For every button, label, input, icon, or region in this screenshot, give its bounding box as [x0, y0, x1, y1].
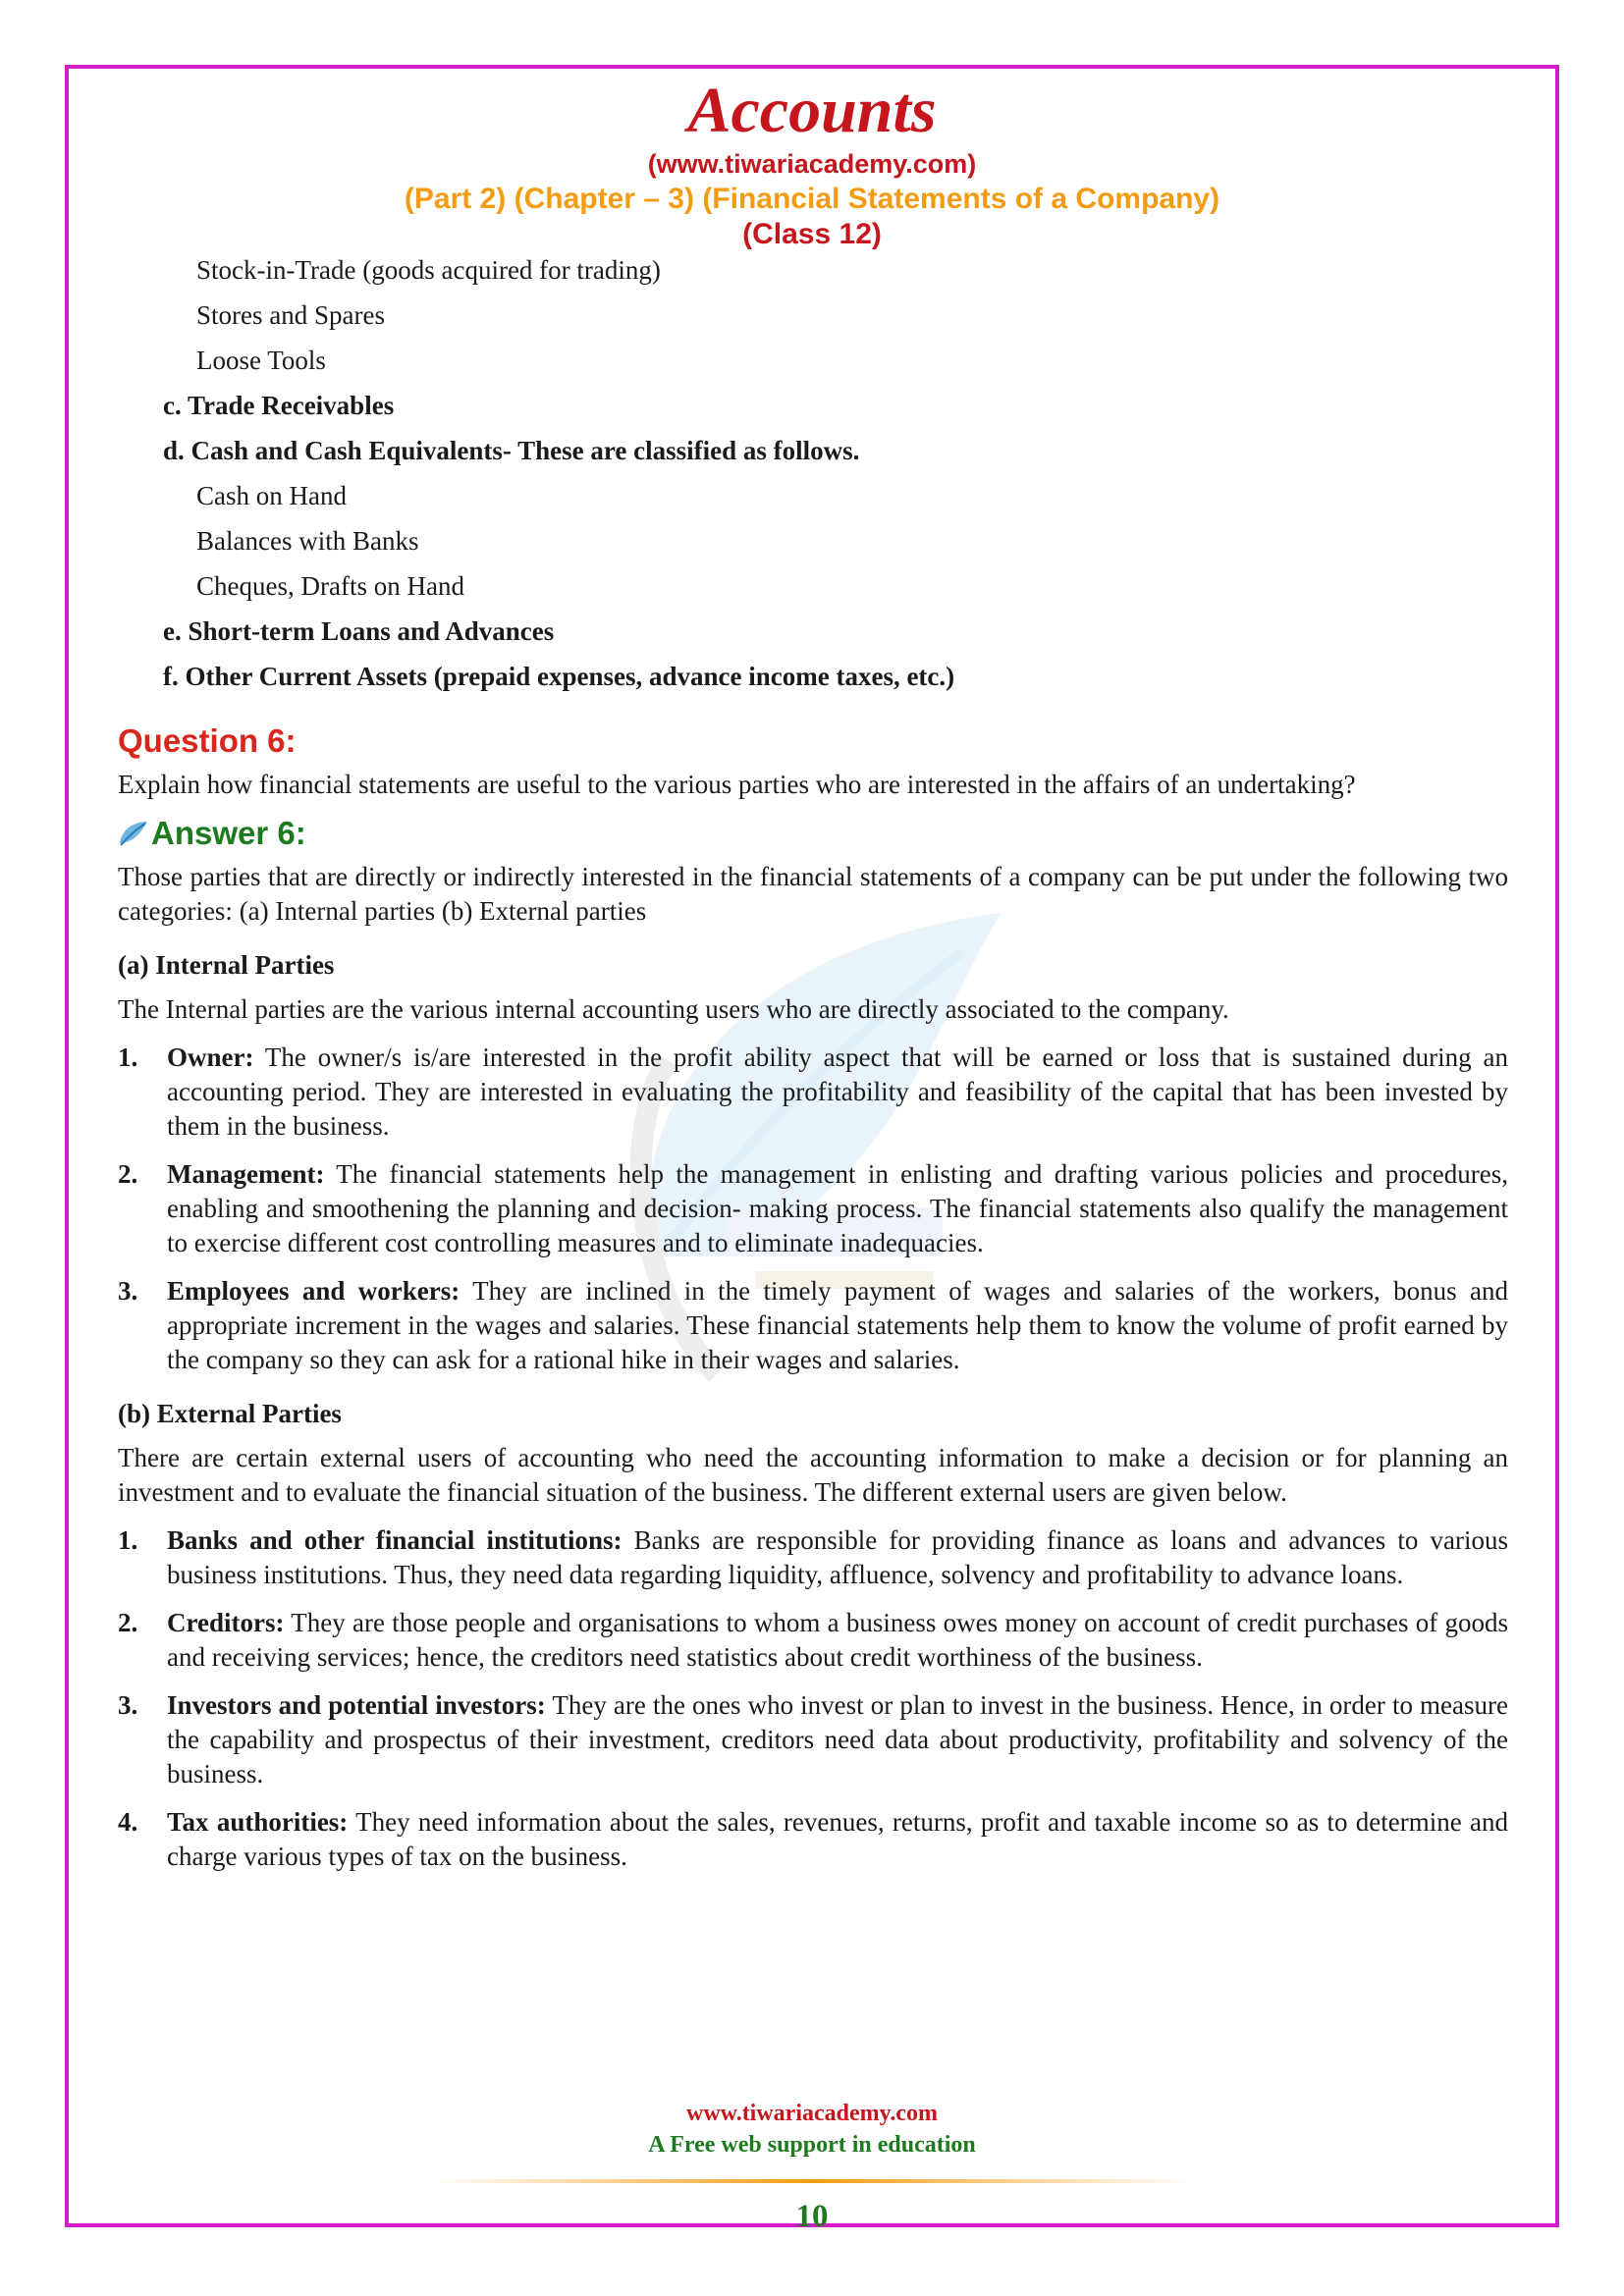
item-label: Banks and other financial institutions: [167, 1525, 623, 1555]
item-body: Banks are responsible for providing finance as loans and advances to various business institutions. Thus, they need data regarding liquidity, affluence, solvency and profitability to advance loans. [167, 1525, 1508, 1589]
question-text: Explain how financial statements are useful to the various parties who are interested in the affairs of an undertaking? [118, 770, 1356, 799]
item-label: Tax authorities: [167, 1807, 349, 1837]
page-content [118, 253, 1508, 1888]
question-heading: Question 6: [118, 722, 297, 759]
list-heading-short-term-loans: e. Short-term Loans and Advances [163, 616, 555, 646]
item-number: 3. [118, 1276, 138, 1306]
answer-intro: Those parties that are directly or indirectly interested in the financial statements of a company can be put under the following two categories: (a) Internal parties (b) External parties [118, 862, 1508, 926]
item-label: Creditors: [167, 1608, 285, 1637]
item-text [167, 1805, 1508, 1874]
item-text [167, 1688, 1508, 1791]
item-body: They are those people and organisations to whom a business owes money on account of credit purchases of goods and receiving services; hence, the creditors need statistics about credit worthiness of the business. [167, 1608, 1508, 1672]
item-label: Management: [167, 1159, 325, 1189]
header-site: (www.tiwariacademy.com) [647, 149, 977, 179]
list-item [118, 1688, 1508, 1791]
answer-heading [118, 816, 1508, 850]
footer-tagline: A Free web support in education [648, 2132, 976, 2158]
list-heading-other-current-assets: f. Other Current Assets (prepaid expenses, advance income taxes, etc.) [163, 662, 955, 691]
item-number: 4. [118, 1807, 138, 1837]
list-item: Balances with Banks [196, 526, 419, 556]
item-body: They are inclined in the timely payment of wages and salaries of the workers, bonus and appropriate increment in the wages and salaries. These financial statements help them to know the volume of profit earned by the company so they can ask for a rational hike in their wages and salaries. [167, 1276, 1508, 1374]
footer-site-link[interactable]: www.tiwariacademy.com [686, 2101, 938, 2126]
item-number: 1. [118, 1042, 138, 1072]
item-text [167, 1274, 1508, 1377]
footer-divider [432, 2179, 1192, 2183]
item-body: The owner/s is/are interested in the profit ability aspect that will be earned or loss that is sustained during an accounting period. They are interested in evaluating the profitability and feasibility of the capital that has been invested by them in the business. [167, 1042, 1508, 1141]
list-item: Cheques, Drafts on Hand [196, 571, 464, 601]
list-item [118, 1041, 1508, 1144]
leaf-logo-icon [118, 820, 149, 847]
page-number: 10 [795, 2199, 829, 2234]
header-class: (Class 12) [742, 218, 882, 250]
item-number: 2. [118, 1159, 138, 1189]
item-body: They need information about the sales, revenues, returns, profit and taxable income so as to determine and charge various types of tax on the business. [167, 1807, 1509, 1871]
header-chapter: (Part 2) (Chapter – 3) (Financial Statements of a Company) [404, 183, 1220, 215]
list-item: Cash on Hand [196, 481, 347, 510]
list-heading-trade-receivables: c. Trade Receivables [163, 391, 395, 420]
list-item: Stores and Spares [196, 300, 385, 330]
item-number: 3. [118, 1690, 138, 1720]
item-label: Investors and potential investors: [167, 1690, 546, 1720]
external-parties-heading: (b) External Parties [118, 1399, 342, 1428]
item-text [167, 1157, 1508, 1260]
list-item [118, 1606, 1508, 1675]
item-number: 1. [118, 1525, 138, 1555]
list-item: Loose Tools [196, 346, 326, 375]
item-body: They are the ones who invest or plan to invest in the business. Hence, in order to measure the capability and prospectus of their investment, creditors need data about productivity, profitability and solvency of the business. [167, 1690, 1508, 1789]
internal-parties-intro: The Internal parties are the various internal accounting users who are directly associated to the company. [118, 994, 1229, 1024]
item-text [167, 1606, 1508, 1675]
internal-parties-heading: (a) Internal Parties [118, 950, 335, 980]
item-number: 2. [118, 1608, 138, 1637]
item-text [167, 1523, 1508, 1592]
external-parties-intro: There are certain external users of accounting who need the accounting information to make a decision or for planning an investment and to evaluate the financial situation of the business. The different external users are given below. [118, 1443, 1508, 1507]
list-item [118, 1157, 1508, 1260]
list-item [118, 1523, 1508, 1592]
item-text [167, 1041, 1508, 1144]
item-label: Owner: [167, 1042, 254, 1072]
list-item [118, 1805, 1508, 1874]
list-item [118, 1274, 1508, 1377]
answer-heading-text: Answer 6: [151, 815, 306, 851]
list-item: Stock-in-Trade (goods acquired for trading) [196, 255, 661, 285]
list-heading-cash-equivalents: d. Cash and Cash Equivalents- These are classified as follows. [163, 436, 860, 465]
page-title: Accounts [687, 75, 937, 146]
item-body: The financial statements help the management in enlisting and drafting various policies and procedures, enabling and smoothening the planning and decision- making process. The financial statements also qualify the management to exercise different cost controlling measures and to eliminate inadequacies. [167, 1159, 1508, 1257]
item-label: Employees and workers: [167, 1276, 460, 1306]
